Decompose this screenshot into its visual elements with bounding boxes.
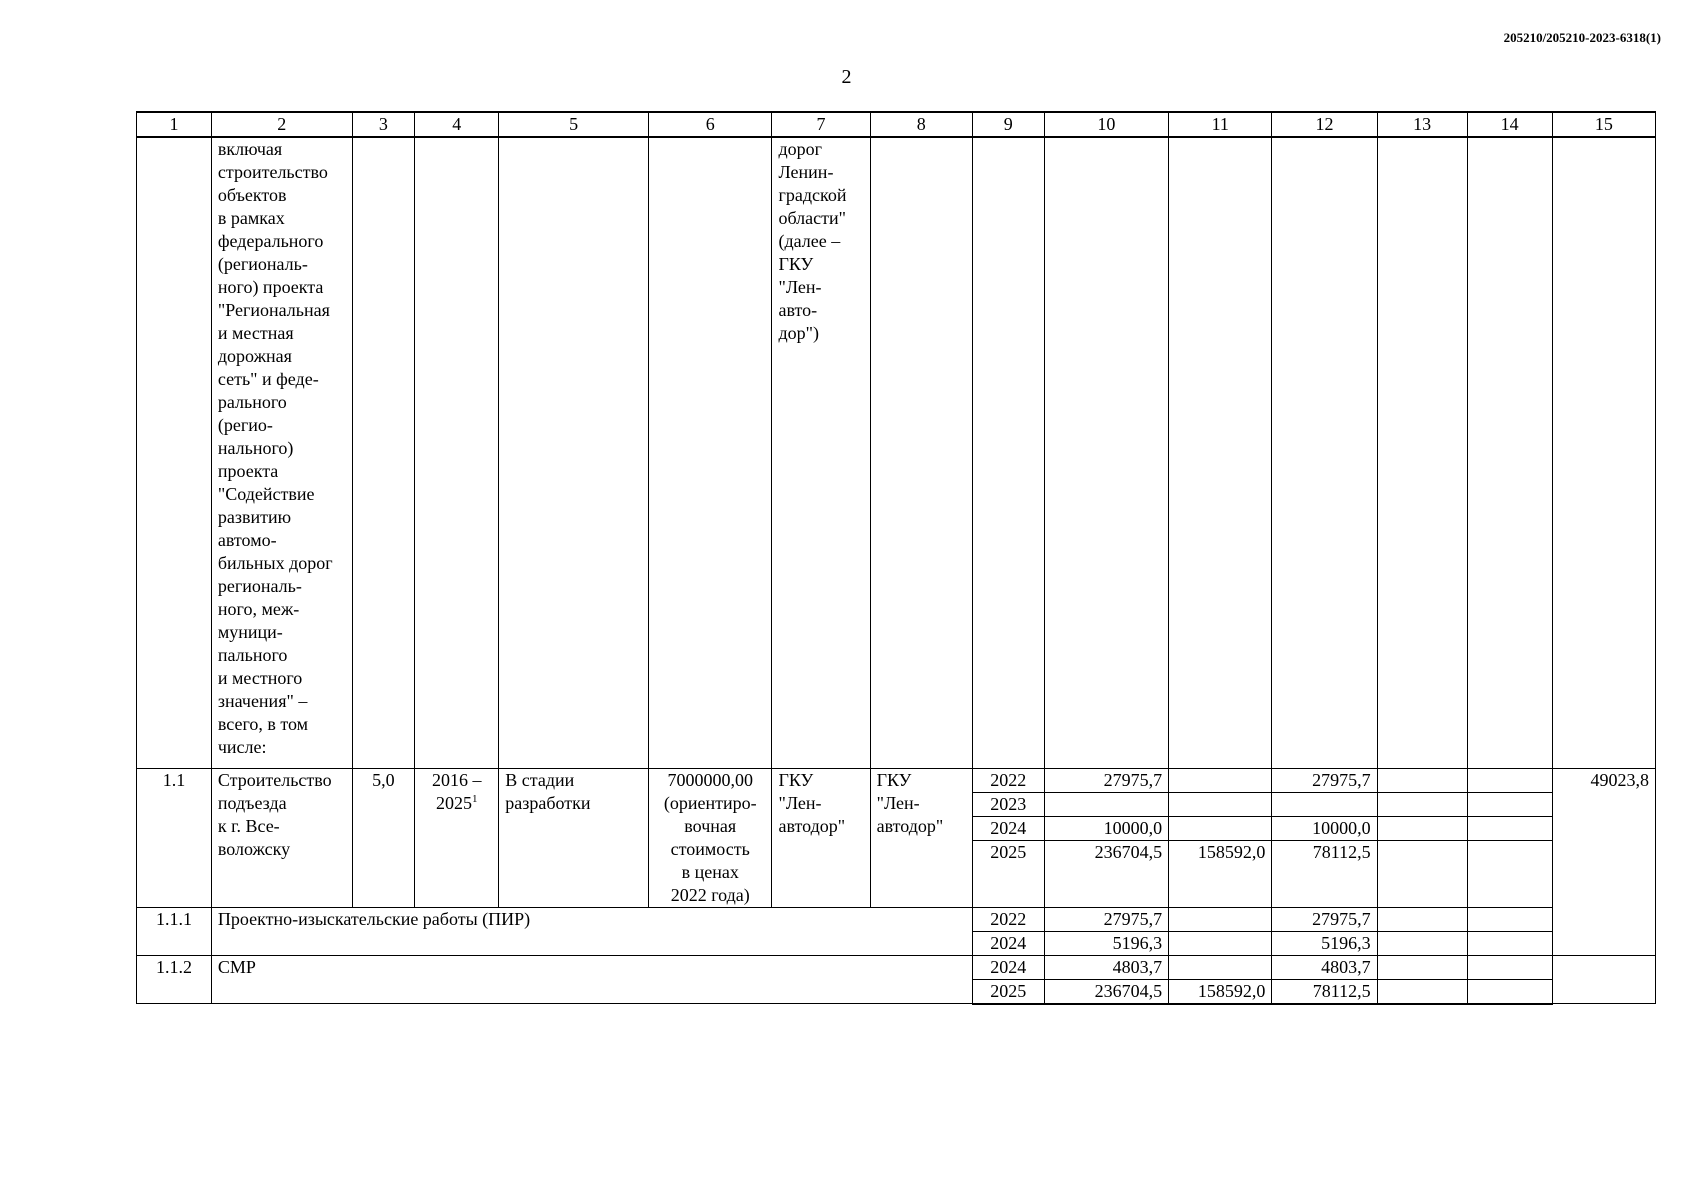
- year: 2024: [972, 816, 1044, 840]
- col-header: 12: [1272, 112, 1377, 137]
- item-capacity: 5,0: [352, 768, 415, 907]
- col-header: 5: [499, 112, 649, 137]
- col-header: 14: [1467, 112, 1552, 137]
- table-row: 2025 236704,5 158592,0 78112,5: [137, 979, 1656, 1004]
- document-id: 205210/205210-2023-6318(1): [1503, 30, 1661, 45]
- year: 2022: [972, 768, 1044, 792]
- program-table: [136, 111, 1656, 1005]
- col-header: 13: [1377, 112, 1467, 137]
- table-row: 2024 10000,0 10000,0: [137, 816, 1656, 840]
- col-header: 4: [415, 112, 499, 137]
- year: 2023: [972, 792, 1044, 816]
- item-period: 2016 – 2025$^1$: [415, 768, 499, 907]
- col-header: 15: [1552, 112, 1655, 137]
- col-header: 11: [1169, 112, 1272, 137]
- col-header: 6: [649, 112, 772, 137]
- value-c13: [1377, 768, 1467, 792]
- item-number: 1.1.1: [137, 907, 212, 955]
- value-total: 27975,7: [1044, 768, 1168, 792]
- col-header: 10: [1044, 112, 1168, 137]
- year: 2022: [972, 907, 1044, 931]
- value-regional: 27975,7: [1272, 768, 1377, 792]
- year: 2024: [972, 955, 1044, 979]
- col-header: 8: [870, 112, 972, 137]
- item-number: 1.1.2: [137, 955, 212, 1004]
- item-status: В стадии разработки: [499, 768, 649, 907]
- continuation-row: [137, 137, 1656, 768]
- item-executor: ГКУ "Лен- автодор": [870, 768, 972, 907]
- col-header: 9: [972, 112, 1044, 137]
- table-row: [137, 768, 1656, 792]
- item-cost: 7000000,00 (ориентиро- вочная стоимость в ценах 2022 года): [649, 768, 772, 907]
- column-number-row: [137, 112, 1656, 137]
- program-description: включая строительство объектов в рамках федерального (региональ- ного) проекта "Региональная и местная дорожная сеть" и феде- рального (регио- нального) проекта "Содействие развитию автомо- бильных дорог региональ- ного, меж- муници- пального и местного значения" – всего, в том числе:: [211, 137, 352, 768]
- table-row: 1.1.2 СМР 2024 4803,7 4803,7: [137, 955, 1656, 979]
- col-header: 7: [772, 112, 870, 137]
- table-row: 1.1.1 Проектно-изыскательские работы (ПИР) 2022 27975,7 27975,7: [137, 907, 1656, 931]
- page-number: 2: [841, 66, 852, 88]
- item-name: Проектно-изыскательские работы (ПИР): [211, 907, 972, 955]
- item-name: СМР: [211, 955, 972, 1004]
- item-customer: ГКУ "Лен- автодор": [772, 768, 870, 907]
- year: 2025: [972, 979, 1044, 1004]
- executor-continuation: дорог Ленин- градской области" (далее – ГКУ "Лен- авто- дор"): [772, 137, 870, 768]
- col-header: 3: [352, 112, 415, 137]
- year: 2025: [972, 840, 1044, 907]
- value-c14: [1467, 768, 1552, 792]
- item-name: Строительство подъезда к г. Все- воложску: [211, 768, 352, 907]
- footnote-mark: 1: [472, 792, 478, 805]
- item-number: 1.1: [137, 768, 212, 907]
- value-federal: [1169, 768, 1272, 792]
- col-header: 1: [137, 112, 212, 137]
- year: 2024: [972, 931, 1044, 955]
- table-row: 2025 236704,5 158592,0 78112,5: [137, 840, 1656, 906]
- col-header: 2: [211, 112, 352, 137]
- item-col15-value: 49023,8: [1552, 768, 1655, 955]
- table-row: 2024 5196,3 5196,3: [137, 931, 1656, 955]
